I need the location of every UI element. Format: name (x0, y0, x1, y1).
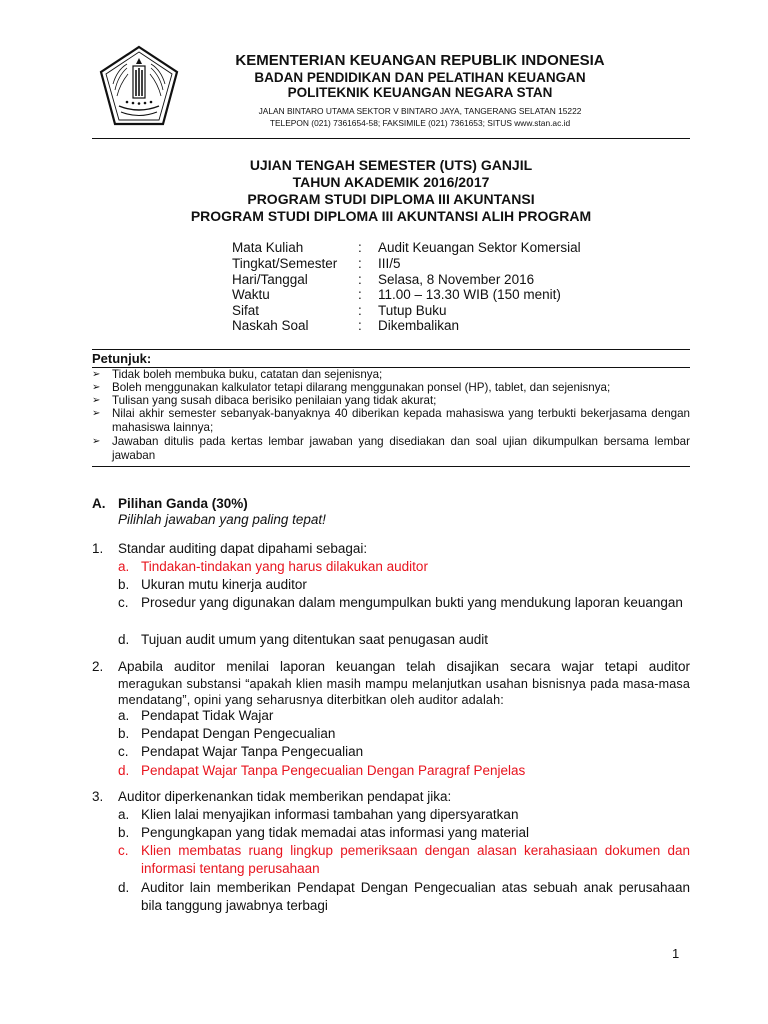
info-value: III/5 (378, 256, 401, 271)
option-letter: b. (118, 577, 130, 592)
option-text: Klien lalai menyajikan informasi tambahan yang dipersyaratkan (141, 807, 519, 822)
option-text: Tindakan-tindakan yang harus dilakukan auditor (141, 559, 428, 574)
exam-title-line-4: PROGRAM STUDI DIPLOMA III AKUNTANSI ALIH PROGRAM (190, 208, 592, 224)
option-text: Klien membatas ruang lingkup pemeriksaan dengan alasan kerahasiaan dokumen dan informasi tentang perusahaan (141, 843, 690, 876)
instruction-text: Jawaban ditulis pada kertas lembar jawaban yang disediakan dan soal ujian dikumpulkan bersama lembar jawaban (112, 435, 690, 462)
option-letter: d. (118, 763, 130, 778)
instruction-text: Tidak boleh membuka buku, catatan dan sejenisnya; (112, 368, 383, 381)
option-letter: c. (118, 744, 129, 759)
instruction-text: Tulisan yang susah dibaca berisiko penilaian yang tidak akurat; (112, 394, 437, 407)
option-letter: b. (118, 825, 130, 840)
section-title: Pilihan Ganda (30%) (118, 496, 248, 511)
address-line: JALAN BINTARO UTAMA SEKTOR V BINTARO JAYA, TANGERANG SELATAN 15222 (258, 106, 582, 116)
option-text: Pendapat Dengan Pengecualian (141, 726, 336, 741)
exam-title-line-1: UJIAN TENGAH SEMESTER (UTS) GANJIL (249, 157, 533, 173)
info-colon: : (358, 287, 362, 302)
section-letter: A. (92, 496, 106, 511)
option-letter: d. (118, 632, 130, 647)
option-text: Pendapat Tidak Wajar (141, 708, 274, 723)
exam-title-line-3: PROGRAM STUDI DIPLOMA III AKUNTANSI (247, 191, 535, 207)
option-text: Tujuan audit umum yang ditentukan saat penugasan audit (141, 632, 488, 647)
question-text-continued: meragukan substansi “apakah klien masih mampu melanjutkan usahan bisnisnya pada masa-masa mendatang”, opini yang seharusnya diterbitkan oleh auditor adalah: (118, 677, 690, 707)
info-value: Audit Keuangan Sektor Komersial (378, 240, 581, 255)
option-text: Pendapat Wajar Tanpa Pengecualian (141, 744, 364, 759)
page-number: 1 (672, 946, 680, 961)
info-label: Waktu (232, 287, 270, 302)
option-text: Prosedur yang digunakan dalam mengumpulkan bukti yang mendukung laporan keuangan (141, 595, 683, 610)
option-letter: d. (118, 880, 130, 895)
info-label: Naskah Soal (232, 318, 309, 333)
option-letter: a. (118, 559, 130, 574)
arrowhead-bullet-icon: ➢ (92, 408, 101, 419)
info-label: Mata Kuliah (232, 240, 304, 255)
question-text: Standar auditing dapat dipahami sebagai: (118, 541, 368, 556)
question-text (118, 658, 690, 708)
arrowhead-bullet-icon: ➢ (92, 436, 101, 447)
arrowhead-bullet-icon: ➢ (92, 369, 101, 380)
info-value: 11.00 – 13.30 WIB (150 menit) (378, 287, 561, 302)
instructions-top-rule (92, 349, 690, 350)
info-value: Tutup Buku (378, 303, 447, 318)
info-label: Tingkat/Semester (232, 256, 338, 271)
option-letter: c. (118, 843, 129, 858)
instruction-text: Boleh menggunakan kalkulator tetapi dilarang menggunakan ponsel (HP), tablet, dan sejenisnya; (112, 381, 611, 394)
question-number: 1. (92, 541, 104, 556)
section-a-instruction: Pilihlah jawaban yang paling tepat! (118, 512, 326, 527)
question-text: Auditor diperkenankan tidak memberikan pendapat jika: (118, 789, 452, 804)
option-letter: a. (118, 807, 130, 822)
option-letter: a. (118, 708, 130, 723)
ministry-of-finance-seal-icon (97, 44, 181, 128)
option-text: Pendapat Wajar Tanpa Pengecualian Dengan Paragraf Penjelas (141, 763, 526, 778)
instruction-text: Nilai akhir semester sebanyak-banyaknya 40 diberikan kepada mahasiswa yang terbukti bekerjasama dengan mahasiswa lainnya; (112, 407, 690, 434)
info-label: Sifat (232, 303, 260, 318)
option-letter: b. (118, 726, 130, 741)
option-text: Pengungkapan yang tidak memadai atas informasi yang material (141, 825, 529, 840)
contact-line: TELEPON (021) 7361654-58; FAKSIMILE (021) 7361653; SITUS www.stan.ac.id (269, 118, 571, 128)
agency-name: BADAN PENDIDIKAN DAN PELATIHAN KEUANGAN (254, 70, 586, 85)
instructions-bottom-rule (92, 466, 690, 467)
exam-title-line-2: TAHUN AKADEMIK 2016/2017 (292, 174, 490, 190)
info-colon: : (358, 318, 362, 333)
instructions-title: Petunjuk: (92, 351, 152, 366)
school-name: POLITEKNIK KEUANGAN NEGARA STAN (287, 85, 553, 100)
letterhead-divider (92, 138, 690, 139)
question-number: 2. (92, 659, 104, 674)
option-letter: c. (118, 595, 129, 610)
option-text: Ukuran mutu kinerja auditor (141, 577, 307, 592)
arrowhead-bullet-icon: ➢ (92, 382, 101, 393)
info-label: Hari/Tanggal (232, 272, 308, 287)
option-text: Auditor lain memberikan Pendapat Dengan Pengecualian atas sebuah anak perusahaan bila tanggung jawabnya terbagi (141, 880, 690, 913)
question-text-line: Apabila auditor menilai laporan keuangan telah disajikan secara wajar tetapi auditor (118, 659, 690, 674)
arrowhead-bullet-icon: ➢ (92, 395, 101, 406)
info-colon: : (358, 256, 362, 271)
info-value: Dikembalikan (378, 318, 460, 333)
ministry-name: KEMENTERIAN KEUANGAN REPUBLIK INDONESIA (235, 52, 605, 69)
info-value: Selasa, 8 November 2016 (378, 272, 535, 287)
info-colon: : (358, 272, 362, 287)
question-number: 3. (92, 789, 104, 804)
info-colon: : (358, 303, 362, 318)
info-colon: : (358, 240, 362, 255)
